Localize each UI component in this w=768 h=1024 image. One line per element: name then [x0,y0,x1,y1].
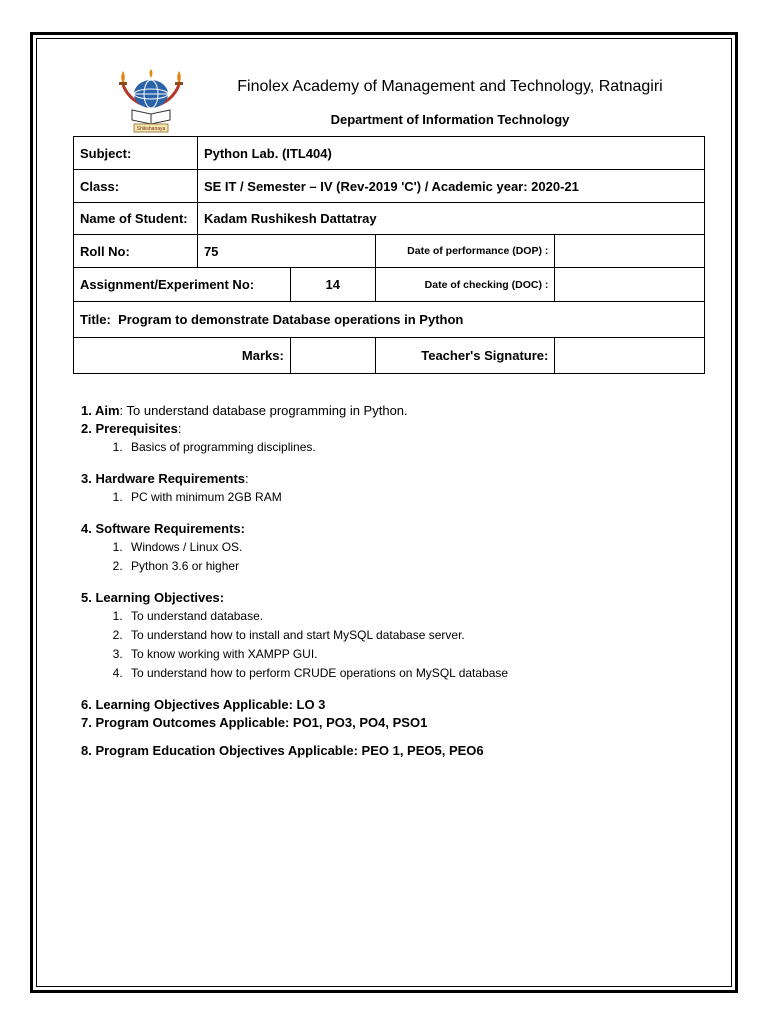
software-list [81,538,721,576]
table-row-marks [74,338,705,374]
title-value: Program to demonstrate Database operations in Python [118,312,464,327]
roll-no-label: Roll No: [74,235,198,268]
assignment-body [81,402,721,760]
institution-name: Finolex Academy of Management and Technology, Ratnagiri [237,78,663,95]
assignment-value: 14 [290,268,375,302]
dop-value [555,235,705,268]
table-row-assignment [74,268,705,302]
student-name-value: Kadam Rushikesh Dattatray [197,203,704,235]
student-info-table [73,136,705,374]
list-item: 1. PC with minimum 2GB RAM [126,488,721,507]
hardware-heading: 3. Hardware Requirements: [81,471,249,486]
subject-value: Python Lab. (ITL404) [197,137,704,170]
marks-label: Marks: [74,338,291,374]
aim-label: 1. Aim [81,403,120,418]
doc-label: Date of checking (DOC) : [375,268,555,302]
signature-label: Teacher's Signature: [375,338,555,374]
list-item: 1. To understand database. [126,607,721,626]
student-name-label: Name of Student: [74,203,198,235]
subject-label: Subject: [74,137,198,170]
class-label: Class: [74,170,198,203]
doc-value [555,268,705,302]
department-name: Department of Information Technology [330,112,570,127]
title-cell [74,302,705,338]
hardware-label: 3. Hardware Requirements [81,471,246,486]
assignment-label: Assignment/Experiment No: [74,268,291,302]
institution-logo-icon [110,68,192,134]
prerequisites-heading: 2. Prerequisites: [81,421,182,436]
list-item: 3. To know working with XAMPP GUI. [126,645,721,664]
hardware-list [81,488,721,507]
table-row-title [74,302,705,338]
learning-objectives-list [81,607,721,683]
peo-applicable: 8. Program Education Objectives Applicable: PEO 1, PEO5, PEO6 [81,743,484,758]
dop-label: Date of performance (DOP) : [375,235,555,268]
software-heading [81,520,721,538]
po-applicable: 7. Program Outcomes Applicable: PO1, PO3, PO4, PSO1 [81,715,428,730]
list-item: 1. Windows / Linux OS. [126,538,721,557]
list-item: 2. Python 3.6 or higher [126,557,721,576]
table-row-class [74,170,705,203]
list-item: 4. To understand how to perform CRUDE operations on MySQL database [126,664,721,683]
lo-applicable: 6. Learning Objectives Applicable: LO 3 [81,697,326,712]
prerequisites-label: 2. Prerequisites [81,421,178,436]
learning-objectives-heading [81,589,721,607]
prerequisites-list [81,438,721,457]
aim-section [81,402,721,420]
signature-value [555,338,705,374]
learning-objectives-label: 5. Learning Objectives: [81,590,225,605]
roll-no-value: 75 [197,235,375,268]
marks-value [290,338,375,374]
title-label: Title: [80,312,111,327]
table-row-student [74,203,705,235]
software-label: 4. Software Requirements: [81,521,245,536]
list-item: 2. To understand how to install and start MySQL database server. [126,626,721,645]
table-row-subject [74,137,705,170]
table-row-roll [74,235,705,268]
logo-motto: Shikshanaya [136,126,166,132]
aim-text: : To understand database programming in Python. [119,403,408,418]
list-item: 1. Basics of programming disciplines. [126,438,721,457]
class-value: SE IT / Semester – IV (Rev-2019 'C') / Academic year: 2020-21 [197,170,704,203]
